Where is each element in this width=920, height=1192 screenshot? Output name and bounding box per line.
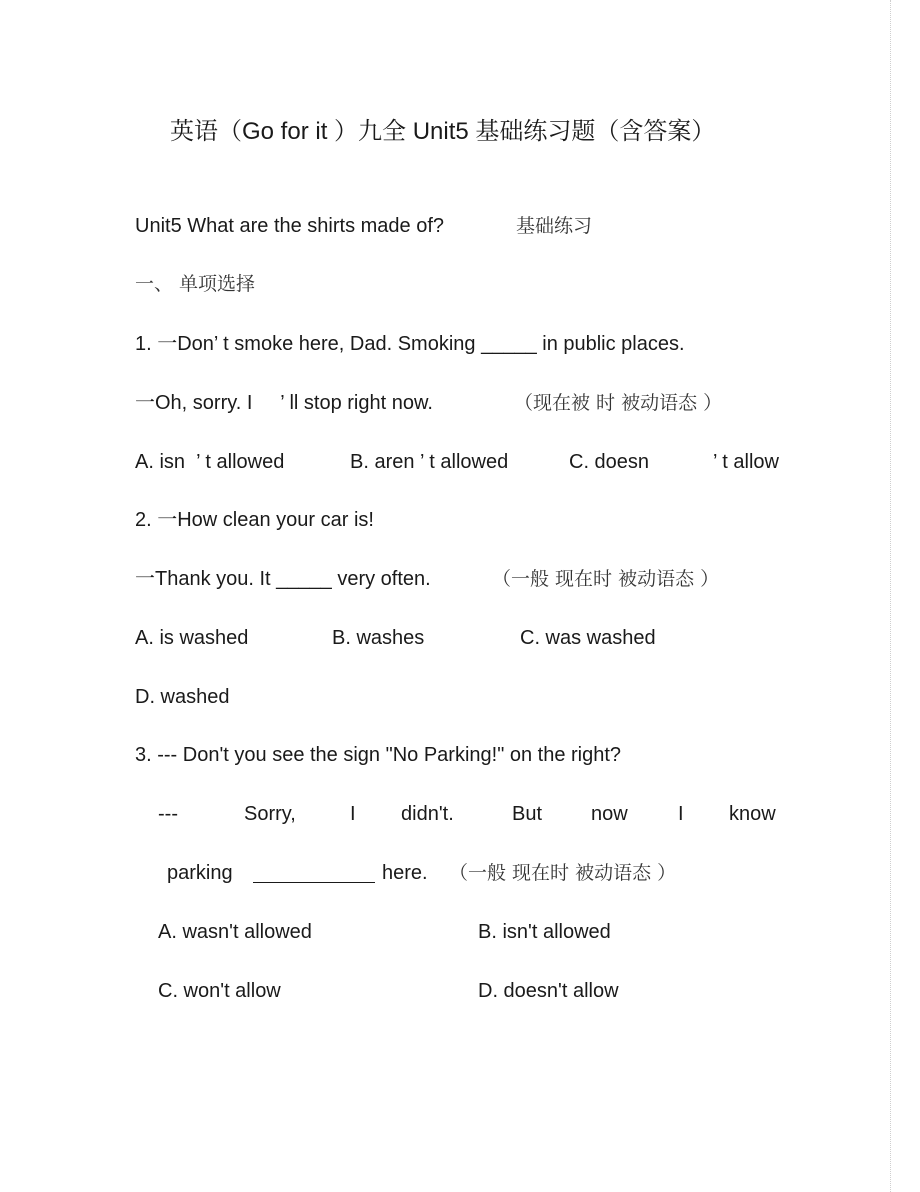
question-3-option-d: D. doesn't allow [478, 980, 619, 1002]
question-1-reply: 一Oh, sorry. I ’ ll stop right now. [135, 392, 433, 414]
question-3-option-c: C. won't allow [158, 980, 281, 1002]
question-1-option-a: A. isn ’ t allowed [135, 451, 285, 473]
question-1-option-b: B. aren ’ t allowed [350, 451, 509, 473]
question-3-word: know [729, 803, 776, 825]
question-2-note: （一般 现在时 被动语态 ） [492, 568, 720, 590]
section-heading: 一、 单项选择 [135, 273, 256, 295]
question-3-option-a: A. wasn't allowed [158, 921, 312, 943]
question-3-word: didn't. [401, 803, 454, 825]
question-1-note: （现在被 时 被动语态 ） [514, 392, 723, 414]
question-2-text: 2. 一How clean your car is! [135, 509, 374, 531]
question-3-word: I [350, 803, 356, 825]
question-2-option-c: C. was washed [520, 627, 656, 649]
question-2-option-a: A. is washed [135, 627, 249, 649]
question-3-word: Sorry, [244, 803, 296, 825]
question-3-word: I [678, 803, 684, 825]
question-3-option-b: B. isn't allowed [478, 921, 611, 943]
question-3-cont-end: here. [382, 862, 428, 884]
question-3-word: But [512, 803, 543, 825]
document-title: 英语（Go for it ）九全 Unit5 基础练习题（含答案） [170, 118, 716, 145]
question-3-word: now [591, 803, 628, 825]
unit-subtitle-zh: 基础练习 [516, 215, 593, 237]
question-3-cont: parking [167, 862, 233, 884]
question-2-reply: 一Thank you. It _____ very often. [135, 568, 431, 590]
question-3-word: --- [158, 803, 178, 825]
question-2-option-d: D. washed [135, 686, 230, 708]
question-3-text: 3. --- Don't you see the sign "No Parking!" on the right? [135, 744, 622, 766]
question-3-note: （一般 现在时 被动语态 ） [449, 862, 677, 884]
page-edge [890, 0, 892, 1192]
question-2-option-b: B. washes [332, 627, 425, 649]
question-1-option-c-tail: ’ t allow [713, 451, 779, 473]
unit-subtitle: Unit5 What are the shirts made of? [135, 215, 445, 237]
question-1-option-c: C. doesn [569, 451, 650, 473]
question-1-text: 1. 一Don’ t smoke here, Dad. Smoking _____ in public places. [135, 333, 685, 355]
answer-blank [253, 864, 375, 883]
